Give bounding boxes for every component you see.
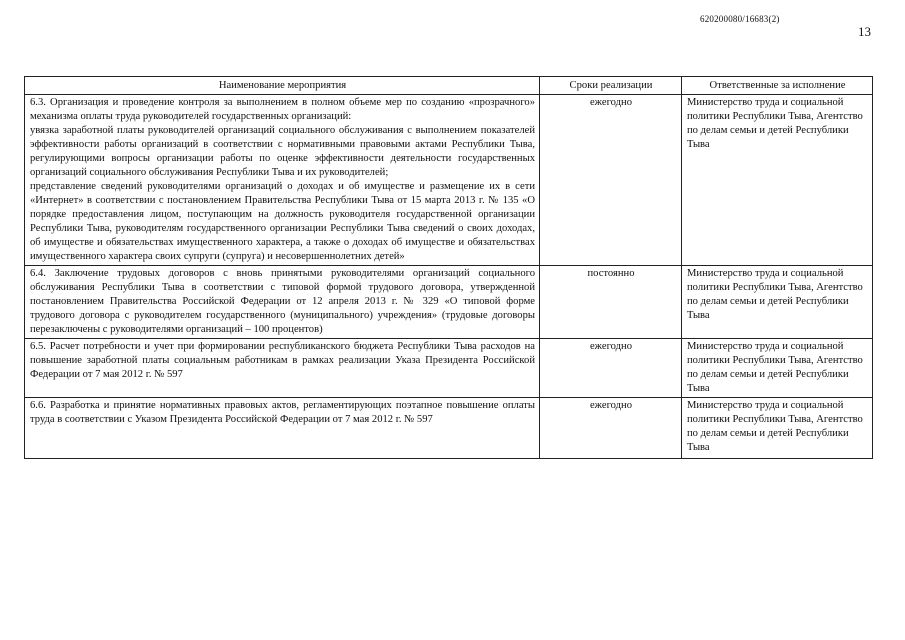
measure-name-cell [25,398,540,459]
measure-name-cell [25,339,540,398]
measure-text: 6.5. Расчет потребности и учет при формировании республиканского бюджета Республики Тыва расходов на повышение заработной платы социальным работникам в рамках реализации Указа Президента Российской Федерации от 7 мая 2012 г. № 597 [30,341,535,380]
term-cell: ежегодно [540,339,682,398]
measures-table [24,76,873,459]
term-cell: постоянно [540,266,682,339]
measure-text: представление сведений руководителями организаций о доходах и об имуществе и размещение их в сети «Интернет» в соответствии с постановлением Правительства Республики Тыва от 15 марта 2013 г. № 135 «О порядке предоставления лицом, поступающим на должность руководителя государственной организации Республики Тыва, руководителям государственного организации Республики Тыва сведений о своих доходах, об имуществе и обязательствах имущественного характера, а также о доходах об имуществе и обязательствах имущественного характера своих супруги (супруга) и несовершеннолетних детей» [30,181,535,262]
term-cell: ежегодно [540,398,682,459]
table-header-row [25,77,873,95]
measure-text: 6.3. Организация и проведение контроля за выполнением в полном объеме мер по созданию «прозрачного» механизма оплаты труда руководителей государственных организаций: [30,97,535,122]
measure-text: увязка заработной платы руководителей организаций социального обслуживания с выполнением показателей эффективности работы организаций в соответствии с нормативными правовыми актами Республики Тыва, регулирующими вопросы организации работы по оценке эффективности деятельности государственных организаций социального обслуживания Республики Тыва и их руководителей; [30,125,535,178]
measure-text: 6.4. Заключение трудовых договоров с вновь принятыми руководителями организаций социального обслуживания Республики Тыва в соответствии с типовой формой трудового договора, утвержденной постановлением Правительства Российской Федерации от 12 апреля 2013 г. № 329 «О типовой форме трудового договора с руководителем государственного (муниципального) учреждения» (трудовые договоры перезаключены с руководителями организаций – 100 процентов) [30,268,535,335]
term-cell: ежегодно [540,95,682,266]
document-code: 620200080/16683(2) [700,14,780,24]
column-header-term: Сроки реализации [540,77,682,95]
table-row [25,398,873,459]
responsible-cell: Министерство труда и социальной политики Республики Тыва, Агентство по делам семьи и детей Республики Тыва [682,266,873,339]
page-number: 13 [858,24,871,39]
column-header-name: Наименование мероприятия [25,77,540,95]
measure-name-cell [25,266,540,339]
table-row [25,95,873,266]
responsible-cell: Министерство труда и социальной политики Республики Тыва, Агентство по делам семьи и детей Республики Тыва [682,95,873,266]
responsible-cell: Министерство труда и социальной политики Республики Тыва, Агентство по делам семьи и детей Республики Тыва [682,398,873,459]
measure-text: 6.6. Разработка и принятие нормативных правовых актов, регламентирующих поэтапное повышение оплаты труда в соответствии с Указом Президента Российской Федерации от 7 мая 2012 г. № 597 [30,400,535,425]
table-row [25,339,873,398]
column-header-responsible: Ответственные за исполнение [682,77,873,95]
responsible-cell: Министерство труда и социальной политики Республики Тыва, Агентство по делам семьи и детей Республики Тыва [682,339,873,398]
measure-name-cell [25,95,540,266]
table-row [25,266,873,339]
